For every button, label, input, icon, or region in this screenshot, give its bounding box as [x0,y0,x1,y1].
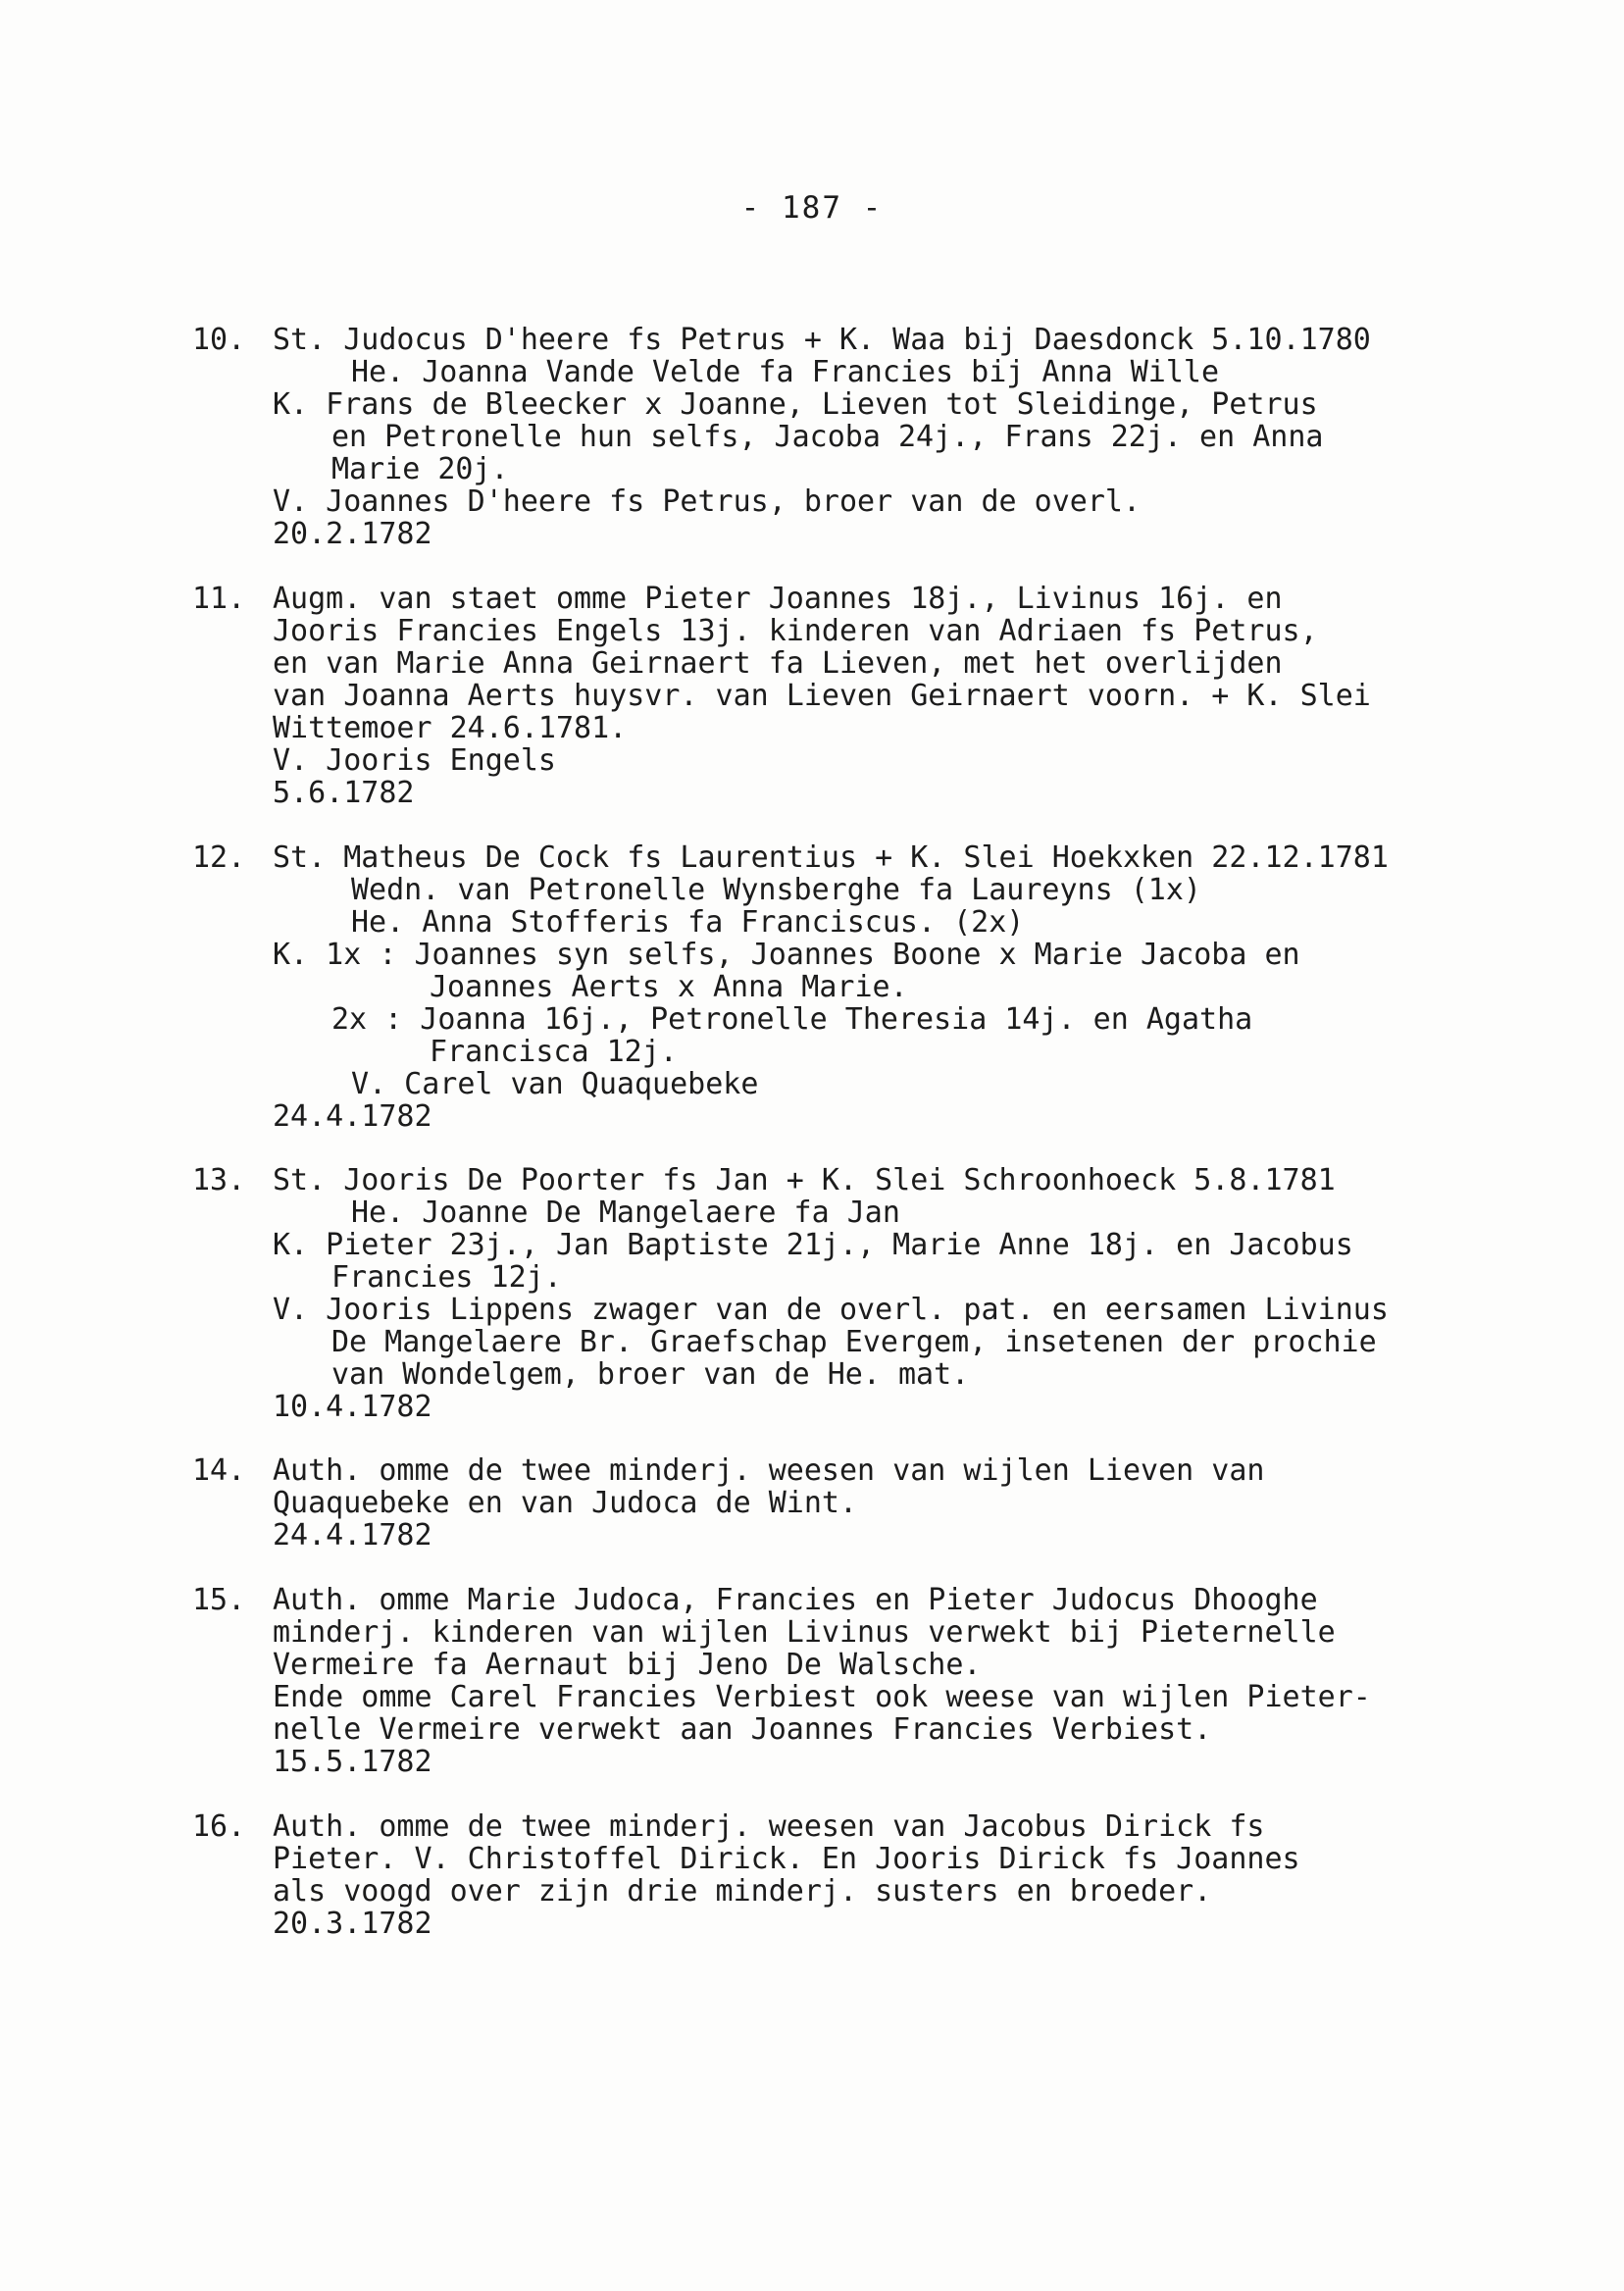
entry-date: 20.2.1782 [273,517,432,551]
entry-line: 2x : Joanna 16j., Petronelle Theresia 14j. en Agatha [331,1002,1253,1037]
entry-number: 16. [192,1809,246,1844]
entry-line: He. Joanne De Mangelaere fa Jan [351,1196,900,1230]
entry-date: 5.6.1782 [273,776,415,810]
entry-number: 14. [192,1453,246,1488]
entry-line: Francies 12j. [331,1260,562,1295]
entry-line: De Mangelaere Br. Graefschap Evergem, insetenen der prochie [331,1325,1377,1359]
entry-line: en van Marie Anna Geirnaert fa Lieven, met het overlijden [273,646,1283,681]
entry-line: V. Carel van Quaquebeke [351,1067,759,1101]
entry-date: 15.5.1782 [273,1745,432,1779]
entry-number: 10. [192,323,246,357]
entry-date: 10.4.1782 [273,1390,432,1424]
entry-line: V. Jooris Lippens zwager van de overl. pat. en eersamen Livinus [273,1293,1389,1327]
entry-line: Auth. omme de twee minderj. weesen van wijlen Lieven van [273,1453,1265,1488]
entry-line: K. 1x : Joannes syn selfs, Joannes Boone x Marie Jacoba en [273,938,1300,972]
entry-line: He. Anna Stofferis fa Franciscus. (2x) [351,905,1025,940]
entry-line: Wittemoer 24.6.1781. [273,711,628,745]
entry-line: van Joanna Aerts huysvr. van Lieven Geirnaert voorn. + K. Slei [273,679,1371,713]
entry-line: V. Jooris Engels [273,743,556,778]
entry-number: 15. [192,1583,246,1617]
entry-line: Pieter. V. Christoffel Dirick. En Jooris Dirick fs Joannes [273,1842,1300,1876]
entry-line: als voogd over zijn drie minderj. susters en broeder. [273,1874,1212,1909]
entry-line: St. Jooris De Poorter fs Jan + K. Slei Schroonhoeck 5.8.1781 [273,1163,1336,1197]
entry-line: Auth. omme de twee minderj. weesen van Jacobus Dirick fs [273,1809,1265,1844]
entry-line: Auth. omme Marie Judoca, Francies en Pieter Judocus Dhooghe [273,1583,1318,1617]
entry-line: Jooris Francies Engels 13j. kinderen van Adriaen fs Petrus, [273,614,1318,648]
entry-date: 20.3.1782 [273,1907,432,1941]
entry-line: Francisca 12j. [430,1035,678,1069]
entry-line: V. Joannes D'heere fs Petrus, broer van de overl. [273,484,1142,519]
entry-line: St. Matheus De Cock fs Laurentius + K. Slei Hoekxken 22.12.1781 [273,840,1389,875]
entry-number: 12. [192,840,246,875]
entry-line: Joannes Aerts x Anna Marie. [430,970,908,1004]
entry-date: 24.4.1782 [273,1099,432,1134]
entry-line: He. Joanna Vande Velde fa Francies bij Anna Wille [351,355,1220,389]
entry-line: Wedn. van Petronelle Wynsberghe fa Laureyns (1x) [351,873,1201,907]
entry-line: Augm. van staet omme Pieter Joannes 18j., Livinus 16j. en [273,582,1283,616]
entry-line: van Wondelgem, broer van de He. mat. [331,1357,970,1392]
entry-line: St. Judocus D'heere fs Petrus + K. Waa bij Daesdonck 5.10.1780 [273,323,1371,357]
entry-line: K. Frans de Bleecker x Joanne, Lieven tot Sleidinge, Petrus [273,387,1318,422]
entry-line: Ende omme Carel Francies Verbiest ook weese van wijlen Pieter- [273,1680,1371,1714]
entry-line: en Petronelle hun selfs, Jacoba 24j., Frans 22j. en Anna [331,420,1324,454]
entry-date: 24.4.1782 [273,1518,432,1553]
page-number: - 187 - [740,190,884,226]
entry-line: Quaquebeke en van Judoca de Wint. [273,1486,858,1520]
entry-line: minderj. kinderen van wijlen Livinus verwekt bij Pieternelle [273,1615,1336,1650]
entry-line: K. Pieter 23j., Jan Baptiste 21j., Marie Anne 18j. en Jacobus [273,1228,1353,1262]
entry-number: 11. [192,582,246,616]
entry-number: 13. [192,1163,246,1197]
entry-line: nelle Vermeire verwekt aan Joannes Francies Verbiest. [273,1712,1212,1747]
entry-line: Vermeire fa Aernaut bij Jeno De Walsche. [273,1648,982,1682]
entry-line: Marie 20j. [331,452,509,486]
